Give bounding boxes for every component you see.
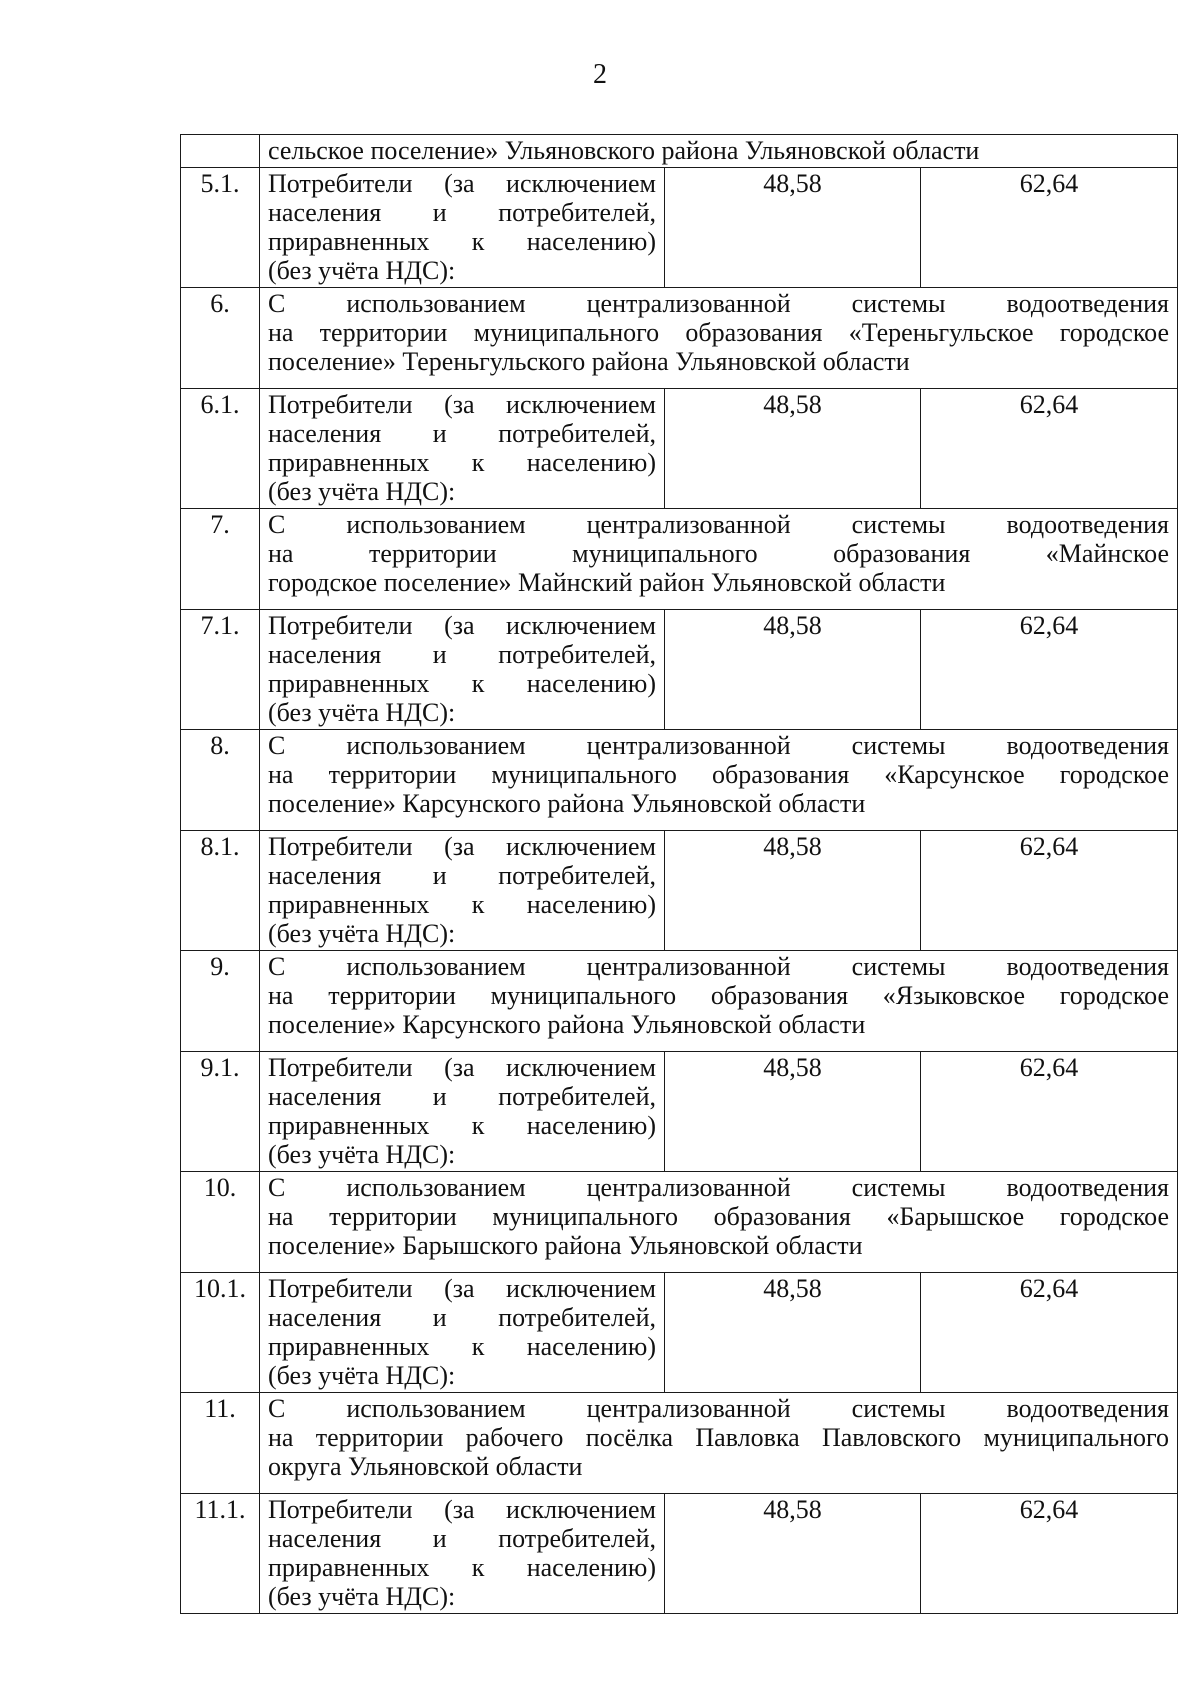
row-number: 5.1. [181, 168, 260, 288]
consumer-line: населения и потребителей, [268, 1082, 656, 1111]
consumer-line: Потребители (за исключением [268, 832, 656, 861]
consumer-description [260, 168, 665, 288]
tariff-value-1: 48,58 [665, 610, 921, 730]
table-row-section [181, 1172, 1178, 1273]
section-description [260, 1172, 1178, 1273]
row-number: 10.1. [181, 1273, 260, 1393]
consumer-line: приравненных к населению) [268, 227, 656, 256]
consumer-line: (без учёта НДС): [268, 919, 456, 948]
consumer-line: приравненных к населению) [268, 890, 656, 919]
table-row-consumers [181, 610, 1178, 730]
table-row-continuation [181, 135, 1178, 168]
consumer-line: приравненных к населению) [268, 1111, 656, 1140]
section-line: С использованием централизованной системы водоотведения [268, 1394, 1169, 1423]
tariff-value-1: 48,58 [665, 168, 921, 288]
row-number: 8.1. [181, 831, 260, 951]
consumer-line: населения и потребителей, [268, 419, 656, 448]
table-row-consumers [181, 1273, 1178, 1393]
consumer-line: Потребители (за исключением [268, 1053, 656, 1082]
consumer-line: (без учёта НДС): [268, 1140, 456, 1169]
table-row-section [181, 1393, 1178, 1494]
consumer-description [260, 610, 665, 730]
table-row-consumers [181, 1052, 1178, 1172]
tariff-value-2: 62,64 [921, 389, 1178, 509]
table-row-section [181, 288, 1178, 389]
row-number: 7.1. [181, 610, 260, 730]
tariff-value-1: 48,58 [665, 1273, 921, 1393]
section-description [260, 288, 1178, 389]
consumer-description [260, 389, 665, 509]
table-row-consumers [181, 831, 1178, 951]
section-line: на территории муниципального образования «Майнское [268, 539, 1169, 568]
row-number [181, 135, 260, 168]
section-line: С использованием централизованной системы водоотведения [268, 952, 1169, 981]
row-number: 6. [181, 288, 260, 389]
consumer-line: приравненных к населению) [268, 1553, 656, 1582]
section-description [260, 730, 1178, 831]
section-line: на территории рабочего посёлка Павловка Павловского муниципального [268, 1423, 1169, 1452]
consumer-line: приравненных к населению) [268, 1332, 656, 1361]
tariff-value-2: 62,64 [921, 168, 1178, 288]
section-description [260, 951, 1178, 1052]
row-number: 11.1. [181, 1494, 260, 1614]
section-description [260, 1393, 1178, 1494]
consumer-line: населения и потребителей, [268, 198, 656, 227]
section-line: на территории муниципального образования «Языковское городское [268, 981, 1169, 1010]
row-number: 9.1. [181, 1052, 260, 1172]
section-line: округа Ульяновской области [268, 1452, 583, 1481]
section-line: поселение» Тереньгульского района Ульяновской области [268, 347, 910, 376]
consumer-line: (без учёта НДС): [268, 698, 456, 727]
consumer-line: (без учёта НДС): [268, 256, 456, 285]
consumer-line: Потребители (за исключением [268, 611, 656, 640]
consumer-description [260, 831, 665, 951]
section-line: поселение» Барышского района Ульяновской области [268, 1231, 863, 1260]
consumer-line: приравненных к населению) [268, 448, 656, 477]
section-line: на территории муниципального образования «Барышское городское [268, 1202, 1169, 1231]
tariff-value-2: 62,64 [921, 1052, 1178, 1172]
tariff-value-1: 48,58 [665, 389, 921, 509]
section-line: С использованием централизованной системы водоотведения [268, 1173, 1169, 1202]
section-line: на территории муниципального образования «Тереньгульское городское [268, 318, 1169, 347]
section-description: сельское поселение» Ульяновского района Ульяновской области [260, 135, 1178, 168]
row-number: 7. [181, 509, 260, 610]
row-number: 10. [181, 1172, 260, 1273]
consumer-description [260, 1494, 665, 1614]
consumer-line: (без учёта НДС): [268, 477, 456, 506]
row-number: 9. [181, 951, 260, 1052]
tariff-value-2: 62,64 [921, 610, 1178, 730]
section-line: городское поселение» Майнский район Ульяновской области [268, 568, 946, 597]
row-number: 8. [181, 730, 260, 831]
tariff-table-body [181, 135, 1178, 1614]
row-number: 11. [181, 1393, 260, 1494]
consumer-line: приравненных к населению) [268, 669, 656, 698]
table-row-consumers [181, 389, 1178, 509]
table-row-consumers [181, 1494, 1178, 1614]
table-row-consumers [181, 168, 1178, 288]
tariff-value-2: 62,64 [921, 831, 1178, 951]
consumer-description [260, 1273, 665, 1393]
tariff-value-1: 48,58 [665, 1052, 921, 1172]
consumer-line: населения и потребителей, [268, 1303, 656, 1332]
section-line: поселение» Карсунского района Ульяновской области [268, 1010, 866, 1039]
tariff-value-1: 48,58 [665, 1494, 921, 1614]
section-line: С использованием централизованной системы водоотведения [268, 289, 1169, 318]
section-line: С использованием централизованной системы водоотведения [268, 731, 1169, 760]
consumer-line: населения и потребителей, [268, 1524, 656, 1553]
consumer-line: Потребители (за исключением [268, 169, 656, 198]
section-line: поселение» Карсунского района Ульяновской области [268, 789, 866, 818]
tariff-value-2: 62,64 [921, 1273, 1178, 1393]
section-description [260, 509, 1178, 610]
table-row-section [181, 951, 1178, 1052]
tariff-value-1: 48,58 [665, 831, 921, 951]
consumer-line: Потребители (за исключением [268, 1495, 656, 1524]
consumer-line: Потребители (за исключением [268, 1274, 656, 1303]
consumer-line: (без учёта НДС): [268, 1361, 456, 1390]
consumer-description [260, 1052, 665, 1172]
consumer-line: (без учёта НДС): [268, 1582, 456, 1611]
section-line: С использованием централизованной системы водоотведения [268, 510, 1169, 539]
consumer-line: населения и потребителей, [268, 640, 656, 669]
table-row-section [181, 509, 1178, 610]
tariff-table [180, 134, 1178, 1614]
section-line: на территории муниципального образования «Карсунское городское [268, 760, 1169, 789]
row-number: 6.1. [181, 389, 260, 509]
tariff-value-2: 62,64 [921, 1494, 1178, 1614]
page-number: 2 [593, 59, 607, 90]
consumer-line: населения и потребителей, [268, 861, 656, 890]
table-row-section [181, 730, 1178, 831]
consumer-line: Потребители (за исключением [268, 390, 656, 419]
